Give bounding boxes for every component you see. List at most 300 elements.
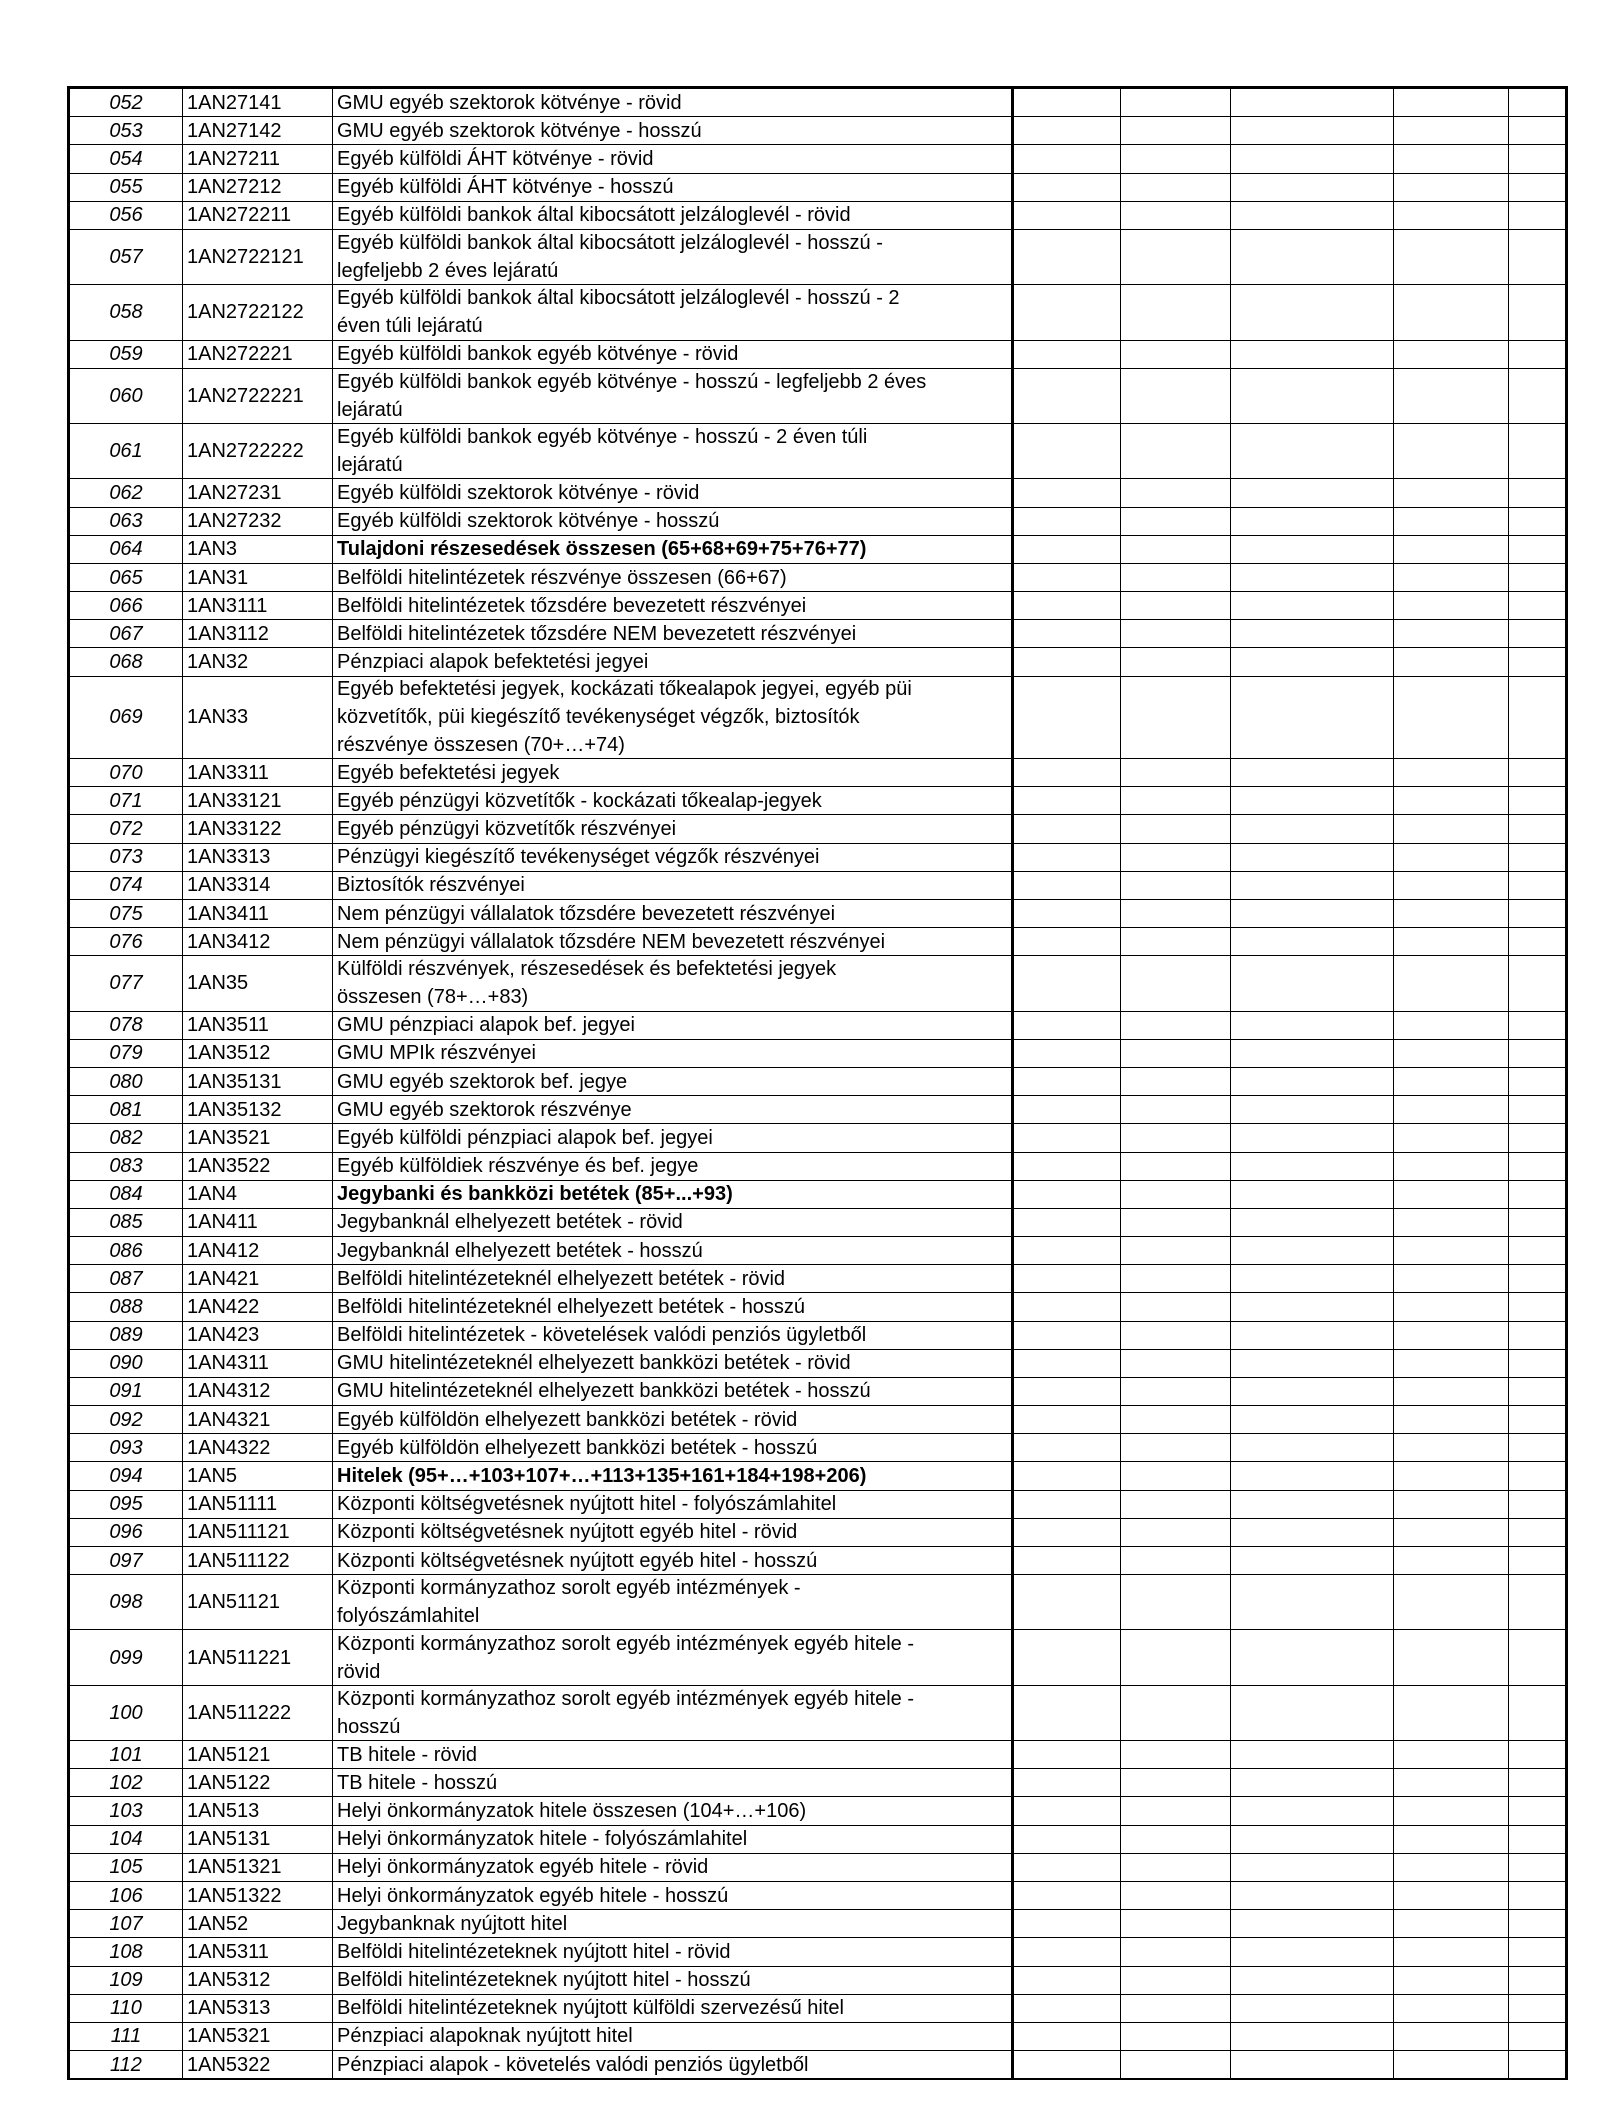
value-cell-3[interactable] (1231, 1967, 1394, 1994)
value-cell-3[interactable] (1231, 508, 1394, 535)
value-cell-1[interactable] (1014, 648, 1121, 675)
value-cell-1[interactable] (1014, 1686, 1121, 1740)
value-cell-2[interactable] (1121, 1096, 1231, 1123)
value-cell-2[interactable] (1121, 285, 1231, 339)
value-cell-1[interactable] (1014, 928, 1121, 955)
value-cell-1[interactable] (1014, 1012, 1121, 1039)
value-cell-3[interactable] (1231, 928, 1394, 955)
value-cell-3[interactable] (1231, 1350, 1394, 1377)
value-cell-4[interactable] (1394, 1462, 1509, 1489)
value-cell-3[interactable] (1231, 2051, 1394, 2078)
value-cell-5[interactable] (1509, 1209, 1565, 1236)
value-cell-5[interactable] (1509, 1547, 1565, 1574)
value-cell-1[interactable] (1014, 1124, 1121, 1151)
value-cell-3[interactable] (1231, 1096, 1394, 1123)
value-cell-5[interactable] (1509, 1378, 1565, 1405)
value-cell-1[interactable] (1014, 145, 1121, 172)
value-cell-5[interactable] (1509, 1153, 1565, 1180)
value-cell-2[interactable] (1121, 2051, 1231, 2078)
value-cell-5[interactable] (1509, 1769, 1565, 1796)
value-cell-2[interactable] (1121, 1350, 1231, 1377)
value-cell-5[interactable] (1509, 1293, 1565, 1320)
value-cell-2[interactable] (1121, 759, 1231, 786)
value-cell-4[interactable] (1394, 1686, 1509, 1740)
value-cell-2[interactable] (1121, 1797, 1231, 1824)
value-cell-2[interactable] (1121, 1741, 1231, 1768)
value-cell-3[interactable] (1231, 648, 1394, 675)
value-cell-3[interactable] (1231, 844, 1394, 871)
value-cell-3[interactable] (1231, 1995, 1394, 2022)
value-cell-2[interactable] (1121, 928, 1231, 955)
value-cell-1[interactable] (1014, 1406, 1121, 1433)
value-cell-4[interactable] (1394, 1265, 1509, 1292)
value-cell-2[interactable] (1121, 956, 1231, 1010)
value-cell-2[interactable] (1121, 1153, 1231, 1180)
value-cell-4[interactable] (1394, 677, 1509, 759)
value-cell-4[interactable] (1394, 230, 1509, 284)
value-cell-1[interactable] (1014, 1462, 1121, 1489)
value-cell-3[interactable] (1231, 1797, 1394, 1824)
value-cell-3[interactable] (1231, 479, 1394, 506)
value-cell-1[interactable] (1014, 1826, 1121, 1853)
value-cell-1[interactable] (1014, 1741, 1121, 1768)
value-cell-2[interactable] (1121, 1491, 1231, 1518)
value-cell-4[interactable] (1394, 1434, 1509, 1461)
value-cell-4[interactable] (1394, 592, 1509, 619)
value-cell-5[interactable] (1509, 1967, 1565, 1994)
value-cell-3[interactable] (1231, 1938, 1394, 1965)
value-cell-2[interactable] (1121, 1995, 1231, 2022)
value-cell-5[interactable] (1509, 2023, 1565, 2050)
value-cell-5[interactable] (1509, 1350, 1565, 1377)
value-cell-1[interactable] (1014, 872, 1121, 899)
value-cell-5[interactable] (1509, 759, 1565, 786)
value-cell-5[interactable] (1509, 956, 1565, 1010)
value-cell-1[interactable] (1014, 1769, 1121, 1796)
value-cell-3[interactable] (1231, 117, 1394, 144)
value-cell-2[interactable] (1121, 508, 1231, 535)
value-cell-2[interactable] (1121, 1967, 1231, 1994)
value-cell-5[interactable] (1509, 1462, 1565, 1489)
value-cell-5[interactable] (1509, 508, 1565, 535)
value-cell-3[interactable] (1231, 1237, 1394, 1264)
value-cell-1[interactable] (1014, 1040, 1121, 1067)
value-cell-2[interactable] (1121, 1519, 1231, 1546)
value-cell-5[interactable] (1509, 424, 1565, 478)
value-cell-5[interactable] (1509, 1124, 1565, 1151)
value-cell-5[interactable] (1509, 1068, 1565, 1095)
value-cell-2[interactable] (1121, 1012, 1231, 1039)
value-cell-2[interactable] (1121, 1547, 1231, 1574)
value-cell-1[interactable] (1014, 787, 1121, 814)
value-cell-5[interactable] (1509, 564, 1565, 591)
value-cell-4[interactable] (1394, 648, 1509, 675)
value-cell-3[interactable] (1231, 1741, 1394, 1768)
value-cell-2[interactable] (1121, 648, 1231, 675)
value-cell-5[interactable] (1509, 1741, 1565, 1768)
value-cell-1[interactable] (1014, 174, 1121, 201)
value-cell-4[interactable] (1394, 928, 1509, 955)
value-cell-3[interactable] (1231, 677, 1394, 759)
value-cell-3[interactable] (1231, 424, 1394, 478)
value-cell-5[interactable] (1509, 285, 1565, 339)
value-cell-2[interactable] (1121, 564, 1231, 591)
value-cell-3[interactable] (1231, 620, 1394, 647)
value-cell-2[interactable] (1121, 787, 1231, 814)
value-cell-1[interactable] (1014, 2051, 1121, 2078)
value-cell-4[interactable] (1394, 1491, 1509, 1518)
value-cell-3[interactable] (1231, 1547, 1394, 1574)
value-cell-5[interactable] (1509, 1491, 1565, 1518)
value-cell-4[interactable] (1394, 2023, 1509, 2050)
value-cell-5[interactable] (1509, 1910, 1565, 1937)
value-cell-5[interactable] (1509, 872, 1565, 899)
value-cell-3[interactable] (1231, 1882, 1394, 1909)
value-cell-3[interactable] (1231, 1181, 1394, 1208)
value-cell-2[interactable] (1121, 145, 1231, 172)
value-cell-2[interactable] (1121, 1181, 1231, 1208)
value-cell-5[interactable] (1509, 89, 1565, 116)
value-cell-4[interactable] (1394, 1237, 1509, 1264)
value-cell-3[interactable] (1231, 1406, 1394, 1433)
value-cell-2[interactable] (1121, 1462, 1231, 1489)
value-cell-5[interactable] (1509, 1434, 1565, 1461)
value-cell-2[interactable] (1121, 2023, 1231, 2050)
value-cell-4[interactable] (1394, 1096, 1509, 1123)
value-cell-4[interactable] (1394, 1575, 1509, 1629)
value-cell-1[interactable] (1014, 1350, 1121, 1377)
value-cell-5[interactable] (1509, 1265, 1565, 1292)
value-cell-1[interactable] (1014, 815, 1121, 842)
value-cell-3[interactable] (1231, 536, 1394, 563)
value-cell-3[interactable] (1231, 900, 1394, 927)
value-cell-4[interactable] (1394, 1322, 1509, 1349)
value-cell-4[interactable] (1394, 424, 1509, 478)
value-cell-1[interactable] (1014, 1434, 1121, 1461)
value-cell-4[interactable] (1394, 1293, 1509, 1320)
value-cell-1[interactable] (1014, 117, 1121, 144)
value-cell-4[interactable] (1394, 872, 1509, 899)
value-cell-1[interactable] (1014, 564, 1121, 591)
value-cell-2[interactable] (1121, 1575, 1231, 1629)
value-cell-1[interactable] (1014, 89, 1121, 116)
value-cell-2[interactable] (1121, 230, 1231, 284)
value-cell-4[interactable] (1394, 1350, 1509, 1377)
value-cell-1[interactable] (1014, 1181, 1121, 1208)
value-cell-3[interactable] (1231, 89, 1394, 116)
value-cell-3[interactable] (1231, 202, 1394, 229)
value-cell-4[interactable] (1394, 1910, 1509, 1937)
value-cell-5[interactable] (1509, 1519, 1565, 1546)
value-cell-4[interactable] (1394, 369, 1509, 423)
value-cell-2[interactable] (1121, 174, 1231, 201)
value-cell-5[interactable] (1509, 174, 1565, 201)
value-cell-1[interactable] (1014, 1882, 1121, 1909)
value-cell-3[interactable] (1231, 1012, 1394, 1039)
value-cell-1[interactable] (1014, 1293, 1121, 1320)
value-cell-3[interactable] (1231, 815, 1394, 842)
value-cell-5[interactable] (1509, 369, 1565, 423)
value-cell-2[interactable] (1121, 1265, 1231, 1292)
value-cell-5[interactable] (1509, 1181, 1565, 1208)
value-cell-2[interactable] (1121, 1769, 1231, 1796)
value-cell-3[interactable] (1231, 1630, 1394, 1684)
value-cell-2[interactable] (1121, 844, 1231, 871)
value-cell-2[interactable] (1121, 1630, 1231, 1684)
value-cell-4[interactable] (1394, 285, 1509, 339)
value-cell-3[interactable] (1231, 592, 1394, 619)
value-cell-4[interactable] (1394, 1882, 1509, 1909)
value-cell-1[interactable] (1014, 1491, 1121, 1518)
value-cell-4[interactable] (1394, 1406, 1509, 1433)
value-cell-1[interactable] (1014, 1322, 1121, 1349)
value-cell-4[interactable] (1394, 1995, 1509, 2022)
value-cell-3[interactable] (1231, 1322, 1394, 1349)
value-cell-2[interactable] (1121, 1938, 1231, 1965)
value-cell-1[interactable] (1014, 1265, 1121, 1292)
value-cell-1[interactable] (1014, 285, 1121, 339)
value-cell-1[interactable] (1014, 759, 1121, 786)
value-cell-2[interactable] (1121, 592, 1231, 619)
value-cell-4[interactable] (1394, 1547, 1509, 1574)
value-cell-5[interactable] (1509, 536, 1565, 563)
value-cell-5[interactable] (1509, 1406, 1565, 1433)
value-cell-1[interactable] (1014, 1797, 1121, 1824)
value-cell-4[interactable] (1394, 759, 1509, 786)
value-cell-3[interactable] (1231, 1153, 1394, 1180)
value-cell-4[interactable] (1394, 1124, 1509, 1151)
value-cell-2[interactable] (1121, 1826, 1231, 1853)
value-cell-4[interactable] (1394, 508, 1509, 535)
value-cell-1[interactable] (1014, 1938, 1121, 1965)
value-cell-4[interactable] (1394, 844, 1509, 871)
value-cell-1[interactable] (1014, 202, 1121, 229)
value-cell-2[interactable] (1121, 1040, 1231, 1067)
value-cell-1[interactable] (1014, 620, 1121, 647)
value-cell-3[interactable] (1231, 2023, 1394, 2050)
value-cell-2[interactable] (1121, 424, 1231, 478)
value-cell-4[interactable] (1394, 1967, 1509, 1994)
value-cell-3[interactable] (1231, 1209, 1394, 1236)
value-cell-4[interactable] (1394, 1854, 1509, 1881)
value-cell-1[interactable] (1014, 1547, 1121, 1574)
value-cell-5[interactable] (1509, 117, 1565, 144)
value-cell-1[interactable] (1014, 341, 1121, 368)
value-cell-3[interactable] (1231, 174, 1394, 201)
value-cell-2[interactable] (1121, 1434, 1231, 1461)
value-cell-1[interactable] (1014, 369, 1121, 423)
value-cell-3[interactable] (1231, 1293, 1394, 1320)
value-cell-4[interactable] (1394, 564, 1509, 591)
value-cell-1[interactable] (1014, 1068, 1121, 1095)
value-cell-5[interactable] (1509, 230, 1565, 284)
value-cell-3[interactable] (1231, 1910, 1394, 1937)
value-cell-5[interactable] (1509, 1882, 1565, 1909)
value-cell-4[interactable] (1394, 341, 1509, 368)
value-cell-5[interactable] (1509, 1237, 1565, 1264)
value-cell-1[interactable] (1014, 592, 1121, 619)
value-cell-3[interactable] (1231, 341, 1394, 368)
value-cell-2[interactable] (1121, 1293, 1231, 1320)
value-cell-4[interactable] (1394, 815, 1509, 842)
value-cell-3[interactable] (1231, 956, 1394, 1010)
value-cell-1[interactable] (1014, 956, 1121, 1010)
value-cell-5[interactable] (1509, 592, 1565, 619)
value-cell-5[interactable] (1509, 928, 1565, 955)
value-cell-5[interactable] (1509, 1797, 1565, 1824)
value-cell-4[interactable] (1394, 1378, 1509, 1405)
value-cell-4[interactable] (1394, 1068, 1509, 1095)
value-cell-3[interactable] (1231, 145, 1394, 172)
value-cell-4[interactable] (1394, 900, 1509, 927)
value-cell-1[interactable] (1014, 536, 1121, 563)
value-cell-2[interactable] (1121, 1882, 1231, 1909)
value-cell-5[interactable] (1509, 787, 1565, 814)
value-cell-4[interactable] (1394, 2051, 1509, 2078)
value-cell-1[interactable] (1014, 508, 1121, 535)
value-cell-1[interactable] (1014, 1575, 1121, 1629)
value-cell-5[interactable] (1509, 648, 1565, 675)
value-cell-5[interactable] (1509, 900, 1565, 927)
value-cell-2[interactable] (1121, 1068, 1231, 1095)
value-cell-2[interactable] (1121, 1406, 1231, 1433)
value-cell-5[interactable] (1509, 815, 1565, 842)
value-cell-3[interactable] (1231, 285, 1394, 339)
value-cell-5[interactable] (1509, 1995, 1565, 2022)
value-cell-5[interactable] (1509, 1854, 1565, 1881)
value-cell-1[interactable] (1014, 1995, 1121, 2022)
value-cell-4[interactable] (1394, 536, 1509, 563)
value-cell-3[interactable] (1231, 1124, 1394, 1151)
value-cell-5[interactable] (1509, 1096, 1565, 1123)
value-cell-1[interactable] (1014, 1967, 1121, 1994)
value-cell-4[interactable] (1394, 1181, 1509, 1208)
value-cell-3[interactable] (1231, 1769, 1394, 1796)
value-cell-4[interactable] (1394, 956, 1509, 1010)
value-cell-5[interactable] (1509, 2051, 1565, 2078)
value-cell-3[interactable] (1231, 1462, 1394, 1489)
value-cell-3[interactable] (1231, 1826, 1394, 1853)
value-cell-2[interactable] (1121, 900, 1231, 927)
value-cell-2[interactable] (1121, 1378, 1231, 1405)
value-cell-4[interactable] (1394, 620, 1509, 647)
value-cell-3[interactable] (1231, 1491, 1394, 1518)
value-cell-1[interactable] (1014, 677, 1121, 759)
value-cell-3[interactable] (1231, 1434, 1394, 1461)
value-cell-4[interactable] (1394, 1797, 1509, 1824)
value-cell-5[interactable] (1509, 341, 1565, 368)
value-cell-1[interactable] (1014, 1209, 1121, 1236)
value-cell-4[interactable] (1394, 1630, 1509, 1684)
value-cell-4[interactable] (1394, 479, 1509, 506)
value-cell-1[interactable] (1014, 844, 1121, 871)
value-cell-1[interactable] (1014, 1630, 1121, 1684)
value-cell-5[interactable] (1509, 1630, 1565, 1684)
value-cell-3[interactable] (1231, 564, 1394, 591)
value-cell-2[interactable] (1121, 815, 1231, 842)
value-cell-1[interactable] (1014, 2023, 1121, 2050)
value-cell-2[interactable] (1121, 369, 1231, 423)
value-cell-5[interactable] (1509, 1826, 1565, 1853)
value-cell-2[interactable] (1121, 1124, 1231, 1151)
value-cell-1[interactable] (1014, 1378, 1121, 1405)
value-cell-3[interactable] (1231, 230, 1394, 284)
value-cell-3[interactable] (1231, 787, 1394, 814)
value-cell-3[interactable] (1231, 1519, 1394, 1546)
value-cell-4[interactable] (1394, 89, 1509, 116)
value-cell-3[interactable] (1231, 1040, 1394, 1067)
value-cell-4[interactable] (1394, 1040, 1509, 1067)
value-cell-4[interactable] (1394, 1938, 1509, 1965)
value-cell-3[interactable] (1231, 1575, 1394, 1629)
value-cell-1[interactable] (1014, 900, 1121, 927)
value-cell-2[interactable] (1121, 1322, 1231, 1349)
value-cell-4[interactable] (1394, 145, 1509, 172)
value-cell-1[interactable] (1014, 424, 1121, 478)
value-cell-3[interactable] (1231, 369, 1394, 423)
value-cell-1[interactable] (1014, 1910, 1121, 1937)
value-cell-3[interactable] (1231, 872, 1394, 899)
value-cell-1[interactable] (1014, 1153, 1121, 1180)
value-cell-5[interactable] (1509, 677, 1565, 759)
value-cell-5[interactable] (1509, 202, 1565, 229)
value-cell-3[interactable] (1231, 1068, 1394, 1095)
value-cell-2[interactable] (1121, 1237, 1231, 1264)
value-cell-4[interactable] (1394, 1519, 1509, 1546)
value-cell-2[interactable] (1121, 1209, 1231, 1236)
value-cell-5[interactable] (1509, 1686, 1565, 1740)
value-cell-3[interactable] (1231, 1686, 1394, 1740)
value-cell-1[interactable] (1014, 1519, 1121, 1546)
value-cell-4[interactable] (1394, 117, 1509, 144)
value-cell-5[interactable] (1509, 1322, 1565, 1349)
value-cell-2[interactable] (1121, 536, 1231, 563)
value-cell-2[interactable] (1121, 1910, 1231, 1937)
value-cell-2[interactable] (1121, 341, 1231, 368)
value-cell-2[interactable] (1121, 872, 1231, 899)
value-cell-5[interactable] (1509, 1040, 1565, 1067)
value-cell-4[interactable] (1394, 1826, 1509, 1853)
value-cell-3[interactable] (1231, 1854, 1394, 1881)
value-cell-4[interactable] (1394, 1153, 1509, 1180)
value-cell-2[interactable] (1121, 620, 1231, 647)
value-cell-4[interactable] (1394, 1769, 1509, 1796)
value-cell-5[interactable] (1509, 620, 1565, 647)
value-cell-2[interactable] (1121, 1686, 1231, 1740)
value-cell-3[interactable] (1231, 1378, 1394, 1405)
value-cell-5[interactable] (1509, 1938, 1565, 1965)
value-cell-4[interactable] (1394, 1741, 1509, 1768)
value-cell-5[interactable] (1509, 145, 1565, 172)
value-cell-4[interactable] (1394, 202, 1509, 229)
value-cell-2[interactable] (1121, 117, 1231, 144)
value-cell-2[interactable] (1121, 479, 1231, 506)
value-cell-4[interactable] (1394, 1012, 1509, 1039)
value-cell-4[interactable] (1394, 1209, 1509, 1236)
value-cell-1[interactable] (1014, 1096, 1121, 1123)
value-cell-5[interactable] (1509, 479, 1565, 506)
value-cell-3[interactable] (1231, 1265, 1394, 1292)
value-cell-2[interactable] (1121, 89, 1231, 116)
value-cell-2[interactable] (1121, 1854, 1231, 1881)
value-cell-2[interactable] (1121, 202, 1231, 229)
value-cell-5[interactable] (1509, 844, 1565, 871)
value-cell-4[interactable] (1394, 174, 1509, 201)
value-cell-1[interactable] (1014, 1854, 1121, 1881)
value-cell-4[interactable] (1394, 787, 1509, 814)
value-cell-3[interactable] (1231, 759, 1394, 786)
value-cell-1[interactable] (1014, 1237, 1121, 1264)
